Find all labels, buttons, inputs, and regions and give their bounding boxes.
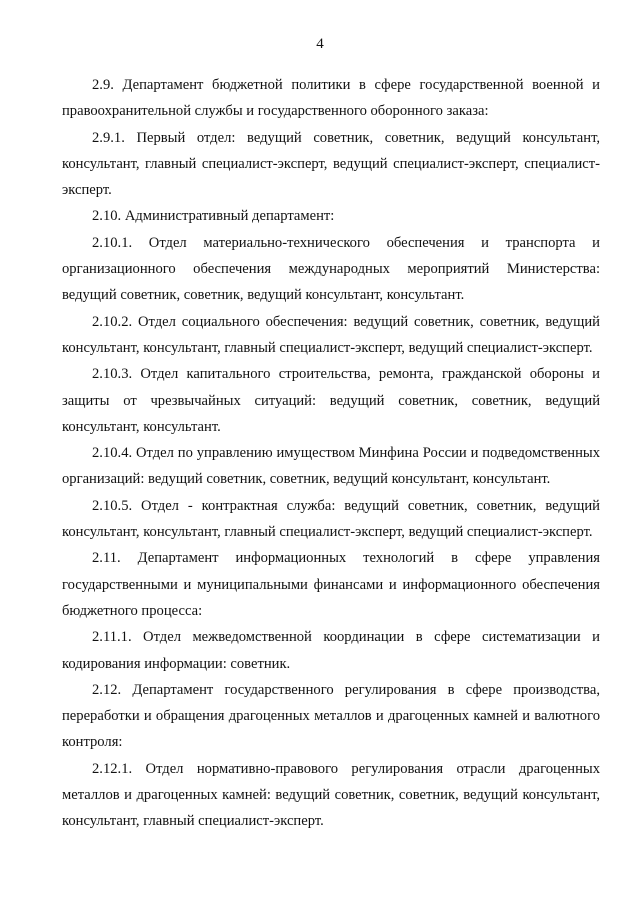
paragraph-2-10: 2.10. Административный департамент: — [92, 208, 335, 225]
paragraph-2-10-2: 2.10.2. Отдел социального обеспечения: ведущий советник, советник, ведущий консультант, консультант, главный специалист-эксперт, ведущий специалист-эксперт. — [62, 313, 600, 356]
paragraph-2-12: 2.12. Департамент государственного регулирования в сфере производства, переработки и обращения драгоценных металлов и драгоценных камней и валютного контроля: — [62, 681, 600, 751]
paragraph-2-11-1: 2.11.1. Отдел межведомственной координации в сфере систематизации и кодирования информации: советник. — [62, 629, 600, 672]
document-body — [62, 72, 600, 835]
page-number: 4 — [316, 36, 324, 52]
paragraph-2-10-4: 2.10.4. Отдел по управлению имуществом Минфина России и подведомственных организаций: ведущий советник, советник, ведущий консультант, консультант. — [62, 445, 600, 488]
paragraph-2-9-1: 2.9.1. Первый отдел: ведущий советник, советник, ведущий консультант, консультант, главный специалист-эксперт, ведущий специалист-эксперт, специалист-эксперт. — [62, 129, 600, 199]
paragraph-2-10-1: 2.10.1. Отдел материально-технического обеспечения и транспорта и организационного обеспечения международных мероприятий Министерства: ведущий советник, советник, ведущий консультант, консультант. — [62, 234, 600, 304]
paragraph-2-11: 2.11. Департамент информационных технологий в сфере управления государственными и муниципальными финансами и информационного обеспечения бюджетного процесса: — [62, 550, 600, 619]
paragraph-2-10-3: 2.10.3. Отдел капитального строительства, ремонта, гражданской обороны и защиты от чрезвычайных ситуаций: ведущий советник, советник, ведущий консультант, консультант. — [62, 366, 600, 435]
paragraph-2-9: 2.9. Департамент бюджетной политики в сфере государственной военной и правоохранительной службы и государственного оборонного заказа: — [62, 77, 600, 120]
paragraph-2-12-1: 2.12.1. Отдел нормативно-правового регулирования отрасли драгоценных металлов и драгоценных камней: ведущий советник, советник, ведущий консультант, консультант, главный специалист-эксперт. — [62, 760, 600, 830]
paragraph-2-10-5: 2.10.5. Отдел - контрактная служба: ведущий советник, советник, ведущий консультант, консультант, главный специалист-эксперт, ведущий специалист-эксперт. — [62, 497, 600, 541]
